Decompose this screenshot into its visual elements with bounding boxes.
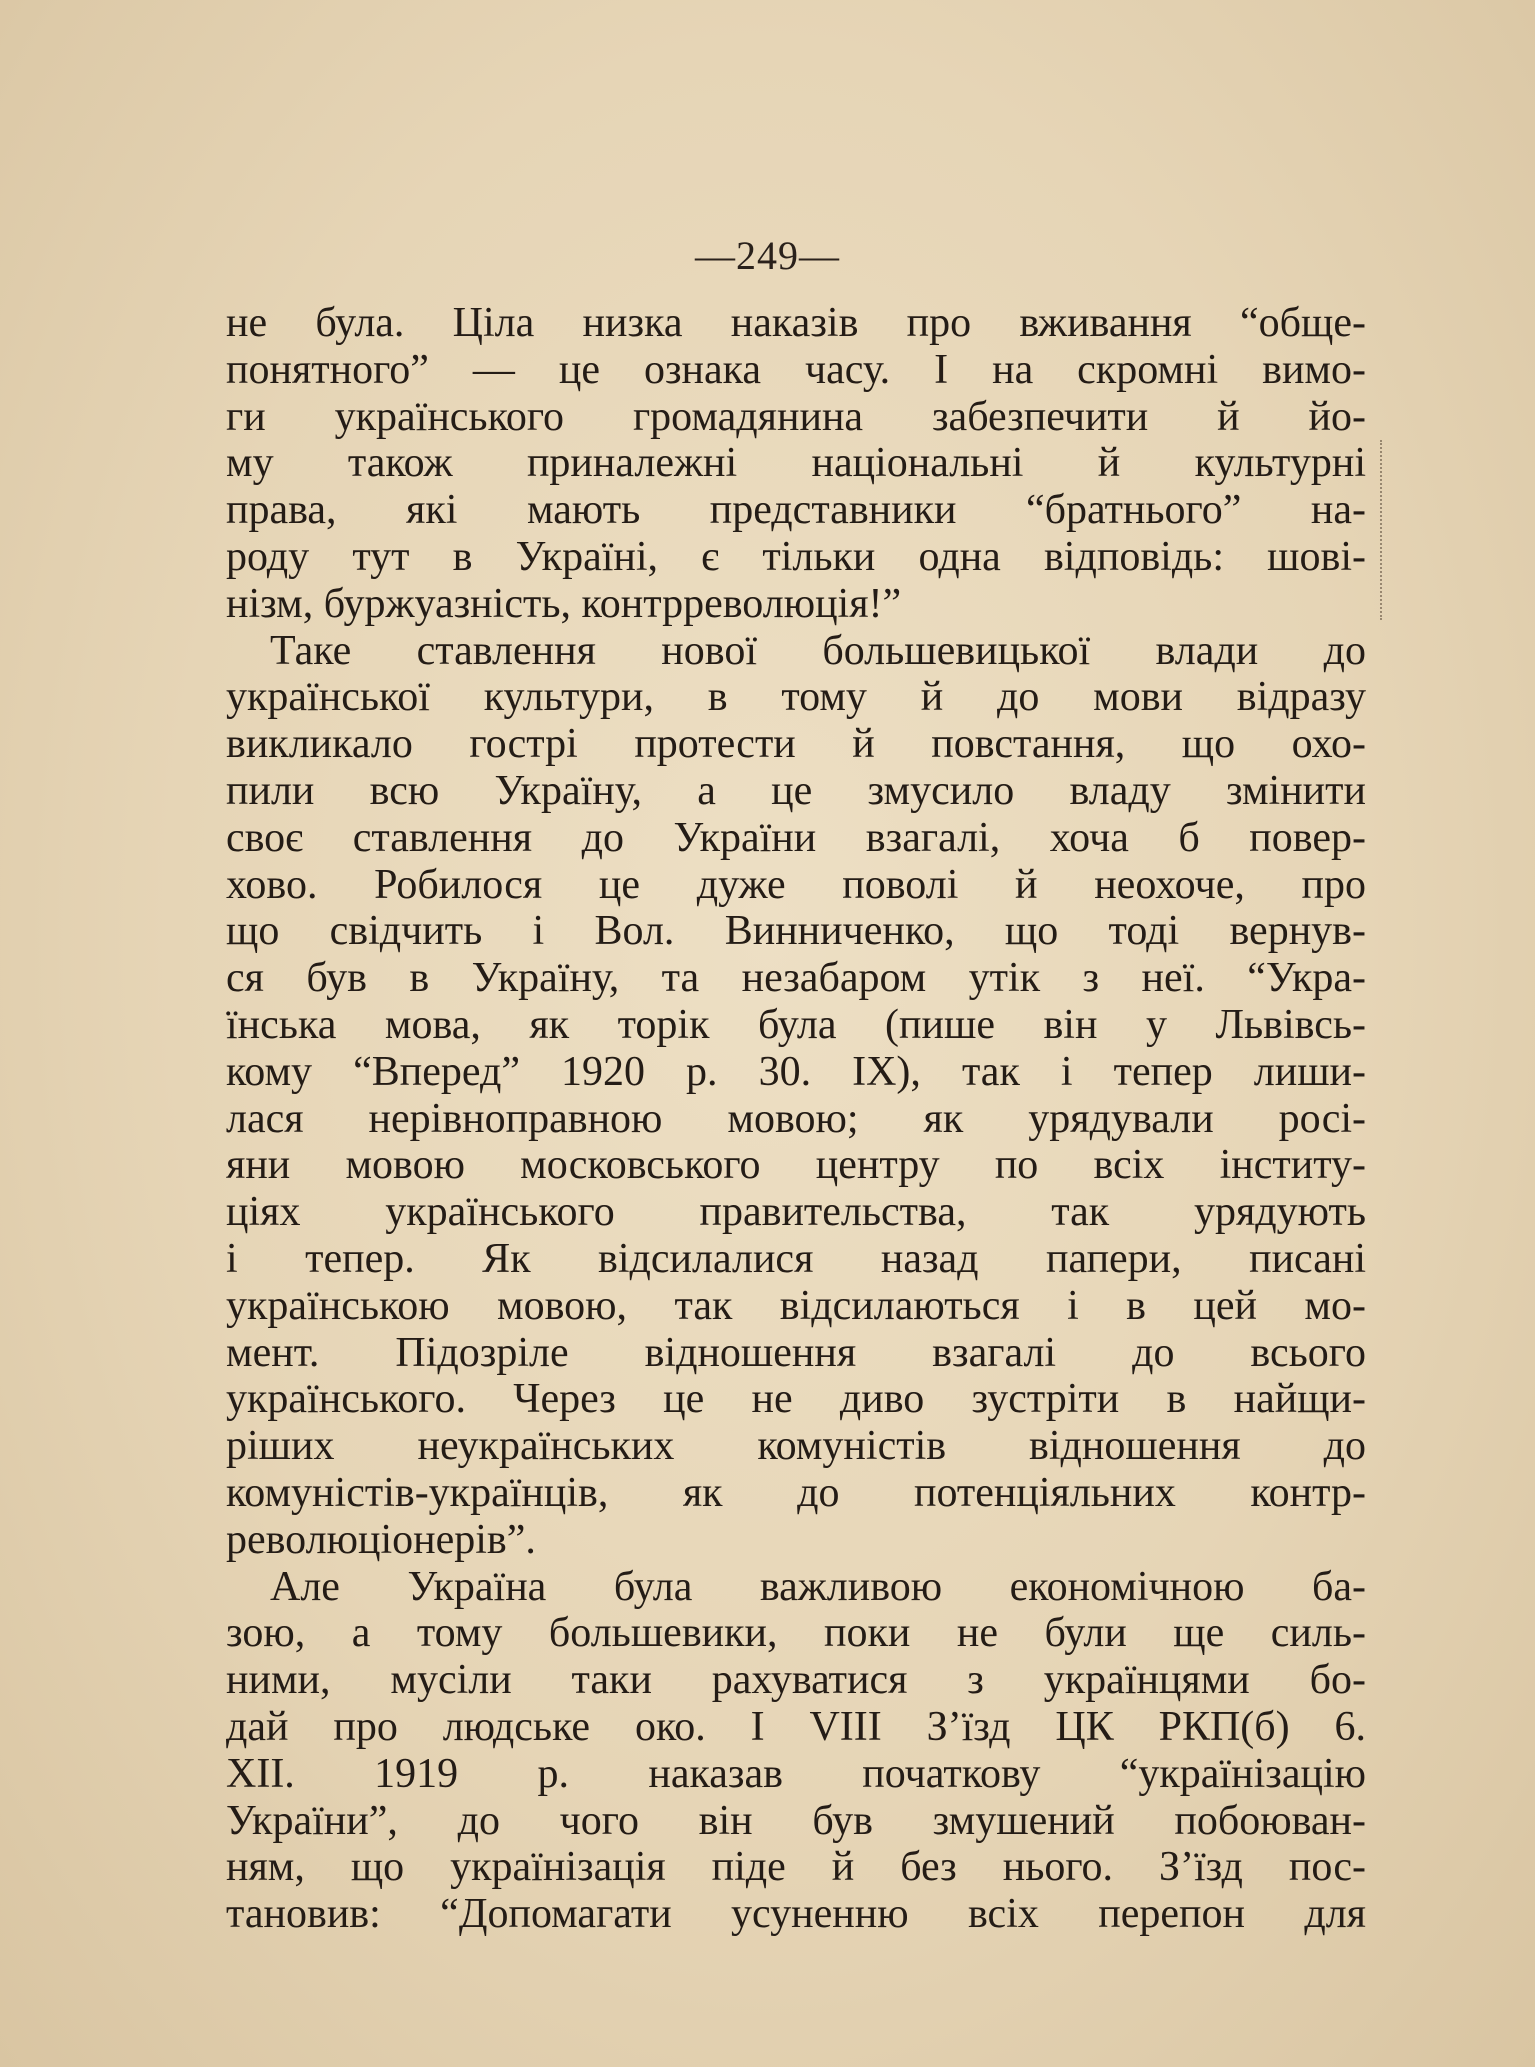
text-line: тановив: “Допомагати усуненню всіх перепон для [226, 1891, 1366, 1938]
text-line: ними, мусіли таки рахуватися з українцями бо- [226, 1657, 1366, 1704]
text-line: комуністів-українців, як до потенціяльних контр- [226, 1469, 1366, 1516]
text-line: їнська мова, як торік була (пише він у Львівсь- [226, 1001, 1366, 1048]
text-line: і тепер. Як відсилалися назад папери, писані [226, 1235, 1366, 1282]
text-line: українською мовою, так відсилаються і в цей мо- [226, 1282, 1366, 1329]
text-line: викликало гострі протести й повстання, що охо- [226, 721, 1366, 768]
text-line: мент. Підозріле відношення взагалі до всього [226, 1329, 1366, 1376]
text-line: кому “Вперед” 1920 р. 30. IX), так і тепер лиши- [226, 1048, 1366, 1095]
text-line: України”, до чого він був змушений побоюван- [226, 1797, 1366, 1844]
text-line: понятного” — це ознака часу. І на скромні вимо- [226, 346, 1366, 393]
text-line: що свідчить і Вол. Винниченко, що тоді вернув- [226, 908, 1366, 955]
text-line: української культури, в тому й до мови відразу [226, 674, 1366, 721]
text-line: лася нерівноправною мовою; як урядували росі- [226, 1095, 1366, 1142]
text-line: українського. Через це не диво зустріти в найщи- [226, 1376, 1366, 1423]
text-line: XII. 1919 р. наказав початкову “українізацію [226, 1750, 1366, 1797]
text-line: революціонерів”. [226, 1516, 536, 1563]
text-line: ціях українського правительства, так урядують [226, 1189, 1366, 1236]
text-line: права, які мають представники “братнього” на- [226, 487, 1366, 534]
text-line: ся був в Україну, та незабаром утік з неї. “Укра- [226, 955, 1366, 1002]
text-line: не була. Ціла низка наказів про вживання “обще- [226, 300, 1366, 346]
page-number: —249— [695, 233, 840, 278]
text-line: ням, що українізація піде й без нього. З’їзд пос- [226, 1844, 1366, 1891]
body-text [226, 300, 1366, 1938]
text-line: своє ставлення до України взагалі, хоча б повер- [226, 814, 1366, 861]
text-line: ріших неукраїнських комуністів відношення до [226, 1423, 1366, 1470]
margin-pencil-mark [1380, 440, 1386, 620]
text-line: пили всю Україну, а це змусило владу змінити [226, 767, 1366, 814]
paragraph-start-line: Але Україна була важливою економічною ба- [270, 1563, 1366, 1610]
text-line: зою, а тому большевики, поки не були ще силь- [226, 1610, 1366, 1657]
text-line: ги українського громадянина забезпечити й йо- [226, 393, 1366, 440]
text-line: му також приналежні національні й культурні [226, 440, 1366, 487]
paragraph-start-line: Таке ставлення нової большевицької влади до [270, 627, 1366, 674]
text-line: дай про людське око. І VIII З’їзд ЦК РКП(б) 6. [226, 1703, 1366, 1750]
text-line: роду тут в Україні, є тільки одна відповідь: шові- [226, 533, 1366, 580]
text-line: нізм, буржуазність, контрреволюція!” [226, 580, 902, 627]
text-line: яни мовою московського центру по всіх інститу- [226, 1142, 1366, 1189]
text-line: хово. Робилося це дуже поволі й неохоче, про [226, 861, 1366, 908]
